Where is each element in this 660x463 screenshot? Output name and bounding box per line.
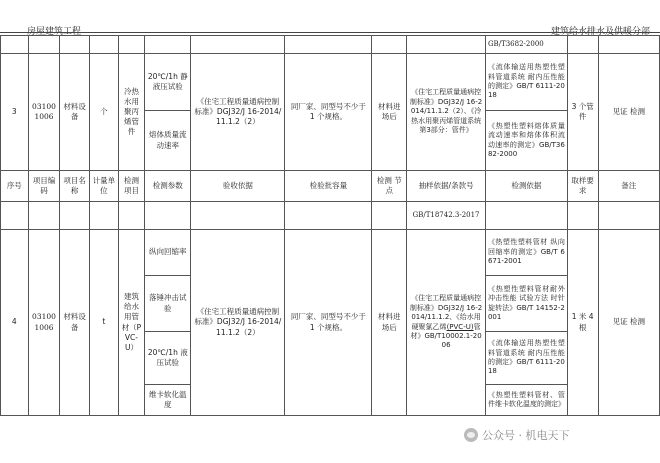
qty-cell: 1 米 4 根 (567, 230, 598, 416)
table-row (1, 202, 660, 230)
std-text-a: 《住宅工程质量通病控制标准》DGJ32/J 16-2014/11.1.2、《给水用硬聚氯乙烯 (409, 294, 483, 331)
watermark (464, 427, 570, 443)
col-header: 序号 (1, 171, 29, 202)
param-cell: 纵向回缩率 (145, 230, 191, 276)
table-row (1, 54, 660, 111)
col-header: 计量单位 (90, 171, 119, 202)
watermark-text: 公众号 · 机电天下 (482, 429, 570, 442)
remark-cell: 见证 检测 (598, 54, 659, 171)
column-header-row (1, 171, 660, 202)
remark-cell: 见证 检测 (598, 230, 659, 416)
accept-cell: 《住宅工程质量通病控制标准》DGJ32/J 16-2014/11.1.2（2） (191, 54, 285, 171)
table-row (1, 230, 660, 276)
std-underlined: (PVC-U) (446, 322, 474, 331)
basis-cell: 《流体输送用热塑性塑料管道系统 耐内压性能的测定》GB/T 6111-2018 (485, 332, 567, 385)
param-cell: 20℃/1h 液压试验 (145, 332, 191, 385)
col-header: 检测依据 (485, 171, 567, 202)
basis-cell: 《流体输送用热塑性塑料管道系统 耐内压性能的测定》GB/T 6111-2018 (485, 54, 567, 111)
basis-cell: 《热塑性塑料熔体质量流动速率和熔体体积流动速率的测定》GB/T3682-2000 (485, 111, 567, 171)
col-header: 项目名称 (60, 171, 90, 202)
header-left: 房屋建筑工程 (27, 27, 82, 37)
col-header: 检测 节点 (372, 171, 407, 202)
col-header: 验收依据 (191, 171, 285, 202)
std-tail: GB/T18742.3-2017 (407, 202, 486, 230)
std-text-b: 管材》GB/T10002.1-2006 (410, 322, 482, 350)
param-cell: 20℃/1h 静液压试验 (145, 54, 191, 111)
unit-cell: t (90, 230, 119, 416)
seq-cell: 3 (1, 54, 29, 171)
name-cell: 材料设备 (60, 54, 90, 171)
qty-cell: 3 个管件 (567, 54, 598, 171)
col-header: 项目编码 (28, 171, 60, 202)
basis-cell: 《热塑性塑料管材 纵向回缩率的测定》GB/T 6671-2001 (485, 230, 567, 276)
node-cell: 材料进场后 (372, 54, 407, 171)
col-header: 检测项目 (118, 171, 145, 202)
accept-cell: 《住宅工程质量通病控制标准》DGJ32/J 16-2014/11.1.2（2） (191, 230, 285, 416)
std-cell: 《住宅工程质量通病控制标准》DGJ32/J 16-2014/11.1.2（2）、《冷热水用聚丙烯管道系统 第3部分：管件》 (407, 54, 486, 171)
param-cell: 熔体质量流动速率 (145, 111, 191, 171)
col-header: 备注 (598, 171, 659, 202)
seq-cell: 4 (1, 230, 29, 416)
basis-cell: 《热塑性塑料管材耐外冲击性能 试验方法 时针旋转法》GB/T 14152-2001 (485, 276, 567, 332)
name-cell: 材料设备 (60, 230, 90, 416)
col-header: 检测参数 (145, 171, 191, 202)
code-cell: 03100 1006 (28, 230, 60, 416)
node-cell: 材料进场后 (372, 230, 407, 416)
batch-cell: 同厂家、同型号不少于 1 个规格。 (285, 54, 372, 171)
std-cell (407, 230, 486, 416)
unit-cell: 个 (90, 54, 119, 171)
table-row (1, 36, 660, 54)
page-header (0, 6, 660, 37)
batch-cell: 同厂家、同型号不少于 1 个规格。 (285, 230, 372, 416)
header-rule (0, 32, 660, 33)
col-header: 取样要求 (567, 171, 598, 202)
header-right: 建筑给水排水及供暖分部 (550, 27, 650, 37)
basis-tail: GB/T3682-2000 (485, 36, 567, 54)
basis-cell: 《热塑性塑料管材、管件维卡软化温度的测定》 (485, 385, 567, 416)
wechat-icon (464, 428, 478, 442)
item-cell: 冷热水用聚丙烯管件 (118, 54, 145, 171)
inspection-table (0, 35, 660, 416)
param-cell: 落锤冲击试验 (145, 276, 191, 332)
item-cell: 建筑给水用管材（PVC-U） (118, 230, 145, 416)
code-cell: 03100 1006 (28, 54, 60, 171)
col-header: 抽样依据/条款号 (407, 171, 486, 202)
param-cell: 维卡软化温度 (145, 385, 191, 416)
col-header: 检验批容量 (285, 171, 372, 202)
